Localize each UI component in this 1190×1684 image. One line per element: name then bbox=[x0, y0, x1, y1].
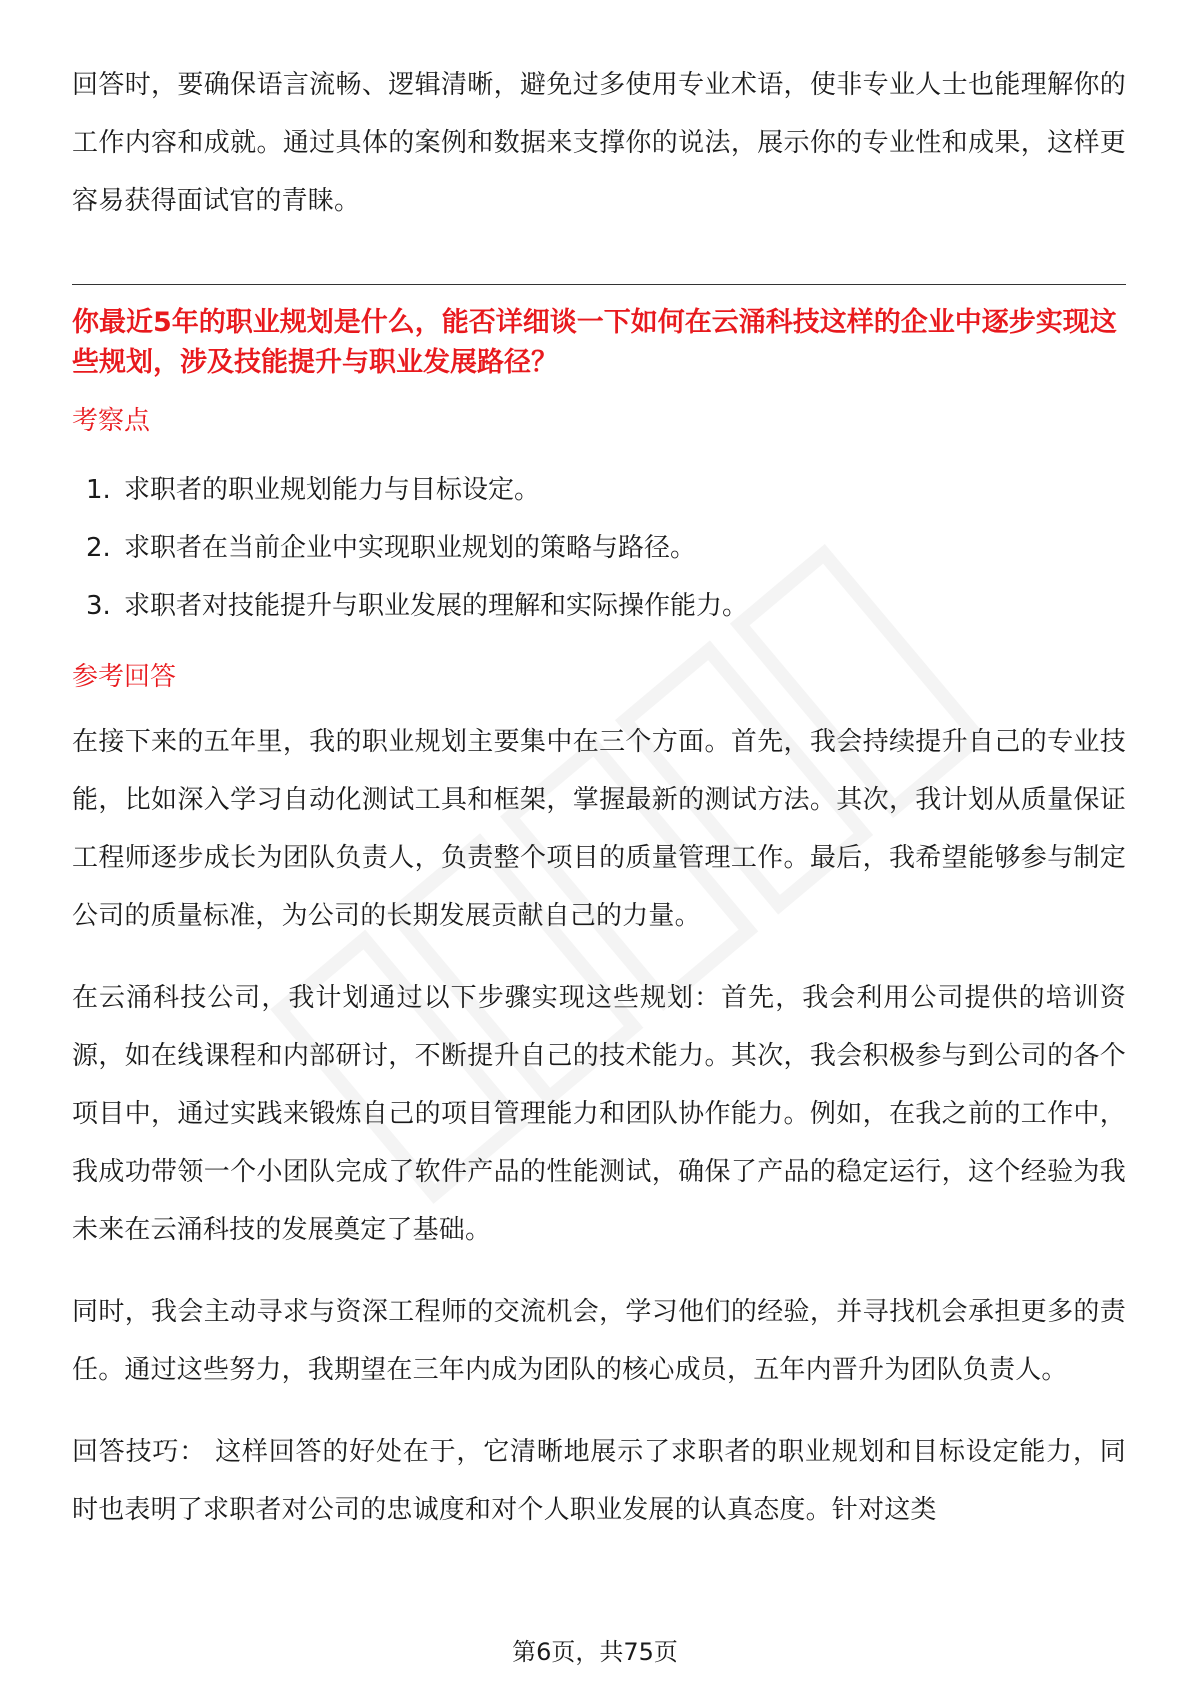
list-item-text: 求职者在当前企业中实现职业规划的策略与路径。 bbox=[124, 533, 697, 563]
list-item-number: 3. bbox=[86, 591, 111, 621]
list-item bbox=[72, 519, 1126, 577]
list-item-text: 求职者的职业规划能力与目标设定。 bbox=[124, 475, 541, 505]
assessment-list bbox=[72, 461, 1126, 635]
content-column bbox=[72, 56, 1126, 1539]
list-item-number: 1. bbox=[86, 475, 111, 505]
question-heading: 你最近5年的职业规划是什么，能否详细谈一下如何在云涌科技这样的企业中逐步实现这些规划，涉及技能提升与职业发展路径？ bbox=[72, 307, 1117, 378]
section-divider bbox=[72, 284, 1126, 285]
answer-paragraph: 在云涌科技公司，我计划通过以下步骤实现这些规划：首先，我会利用公司提供的培训资源，如在线课程和内部研讨，不断提升自己的技术能力。其次，我会积极参与到公司的各个项目中，通过实践来锻炼自己的项目管理能力和团队协作能力。例如，在我之前的工作中，我成功带领一个小团队完成了软件产品的性能测试，确保了产品的稳定运行，这个经验为我未来在云涌科技的发展奠定了基础。 bbox=[72, 983, 1126, 1245]
list-item-text: 求职者对技能提升与职业发展的理解和实际操作能力。 bbox=[124, 591, 749, 621]
list-item bbox=[72, 577, 1126, 635]
page-number-footer: 第6页，共75页 bbox=[512, 1638, 678, 1666]
list-item-number: 2. bbox=[86, 533, 111, 563]
answer-paragraph: 同时，我会主动寻求与资深工程师的交流机会，学习他们的经验，并寻找机会承担更多的责任。通过这些努力，我期望在三年内成为团队的核心成员，五年内晋升为团队负责人。 bbox=[72, 1297, 1126, 1385]
intro-paragraph: 回答时，要确保语言流畅、逻辑清晰，避免过多使用专业术语，使非专业人士也能理解你的工作内容和成就。通过具体的案例和数据来支撑你的说法，展示你的专业性和成果，这样更容易获得面试官的青睐。 bbox=[72, 70, 1126, 216]
assessment-title: 考察点 bbox=[72, 406, 151, 436]
list-item bbox=[72, 461, 1126, 519]
answer-tips-paragraph: 回答技巧： 这样回答的好处在于，它清晰地展示了求职者的职业规划和目标设定能力，同时也表明了求职者对公司的忠诚度和对个人职业发展的认真态度。针对这类 bbox=[72, 1437, 1127, 1525]
answer-paragraph: 在接下来的五年里，我的职业规划主要集中在三个方面。首先，我会持续提升自己的专业技能，比如深入学习自动化测试工具和框架，掌握最新的测试方法。其次，我计划从质量保证工程师逐步成长为团队负责人，负责整个项目的质量管理工作。最后，我希望能够参与制定公司的质量标准，为公司的长期发展贡献自己的力量。 bbox=[72, 727, 1126, 931]
answer-title: 参考回答 bbox=[72, 662, 177, 692]
